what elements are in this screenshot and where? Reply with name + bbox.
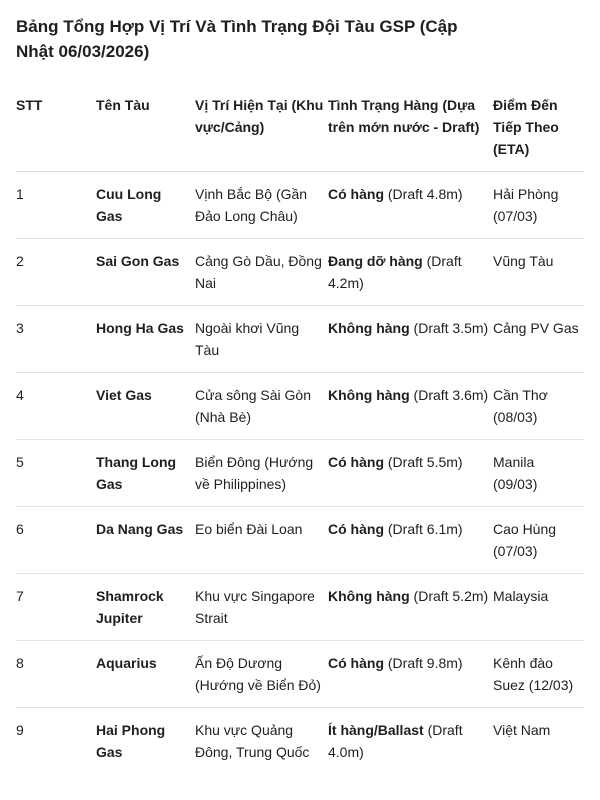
row-ship-name: Viet Gas — [96, 373, 195, 440]
cargo-draft: (Draft 4.2m) — [328, 253, 462, 291]
row-stt: 3 — [16, 306, 96, 373]
cargo-draft: (Draft 6.1m) — [384, 521, 463, 537]
cargo-draft: (Draft 9.8m) — [384, 655, 463, 671]
row-cargo-status — [328, 239, 493, 306]
row-ship-name: Da Nang Gas — [96, 507, 195, 574]
row-destination: Việt Nam — [493, 722, 551, 738]
row-cargo-status — [328, 641, 493, 708]
header-destination: Điểm Đến Tiếp Theo (ETA) — [493, 94, 584, 172]
row-cargo-status — [328, 708, 493, 775]
row-location: Khu vực Singapore Strait — [195, 574, 328, 641]
cargo-status-label: Ít hàng/Ballast — [328, 722, 424, 738]
row-ship-name: Cuu Long Gas — [96, 172, 195, 239]
row-ship-name: Hong Ha Gas — [96, 306, 195, 373]
row-destination: Kênh đào Suez (12/03) — [493, 641, 584, 708]
cargo-status-label: Có hàng — [328, 186, 384, 202]
cargo-draft: (Draft 4.8m) — [384, 186, 463, 202]
row-destination: Cảng PV Gas — [493, 306, 584, 373]
row-ship-name: Aquarius — [96, 641, 195, 708]
table-row — [16, 373, 584, 440]
table-row — [16, 440, 584, 507]
fleet-table — [16, 94, 584, 774]
row-cargo-status — [328, 373, 493, 440]
row-stt: 9 — [16, 722, 24, 738]
row-ship-name: Thang Long Gas — [96, 440, 195, 507]
row-location: Khu vực Quảng Đông, Trung Quốc — [195, 722, 310, 760]
row-destination: Cần Thơ (08/03) — [493, 373, 584, 440]
table-row — [16, 574, 584, 641]
row-destination: Cao Hùng (07/03) — [493, 507, 584, 574]
cargo-status-label: Có hàng — [328, 454, 384, 470]
row-destination: Hải Phòng (07/03) — [493, 172, 584, 239]
table-row — [16, 239, 584, 306]
page-title: Bảng Tổng Hợp Vị Trí Và Tình Trạng Đội Tàu GSP (Cập Nhật 06/03/2026) — [16, 17, 458, 61]
cargo-status-label: Đang dỡ hàng — [328, 253, 423, 269]
cargo-draft: (Draft 4.0m) — [328, 722, 463, 760]
cargo-draft: (Draft 3.6m) — [409, 387, 489, 403]
row-cargo-status — [328, 172, 493, 239]
row-stt: 4 — [16, 373, 96, 440]
table-row — [16, 507, 584, 574]
row-location: Vịnh Bắc Bộ (Gần Đảo Long Châu) — [195, 172, 328, 239]
row-ship-name: Shamrock Jupiter — [96, 574, 195, 641]
cargo-status-label: Không hàng — [328, 387, 410, 403]
row-stt: 6 — [16, 507, 96, 574]
cargo-status-label: Không hàng — [328, 320, 410, 336]
cargo-status-label: Có hàng — [328, 655, 384, 671]
row-stt: 5 — [16, 440, 96, 507]
row-destination: Manila (09/03) — [493, 440, 584, 507]
row-stt: 8 — [16, 641, 96, 708]
row-location: Cảng Gò Dầu, Đồng Nai — [195, 239, 328, 306]
header-ship-name: Tên Tàu — [96, 94, 195, 172]
cargo-status-label: Có hàng — [328, 521, 384, 537]
row-location: Ngoài khơi Vũng Tàu — [195, 306, 328, 373]
table-row — [16, 641, 584, 708]
row-location: Ấn Độ Dương (Hướng về Biển Đỏ) — [195, 641, 328, 708]
row-destination: Malaysia — [493, 574, 584, 641]
header-cargo-status: Tình Trạng Hàng (Dựa trên mớn nước - Draft) — [328, 94, 493, 172]
row-stt: 2 — [16, 239, 96, 306]
cargo-draft: (Draft 3.5m) — [409, 320, 489, 336]
row-destination: Vũng Tàu — [493, 239, 584, 306]
row-location: Biển Đông (Hướng về Philippines) — [195, 440, 328, 507]
row-location: Cửa sông Sài Gòn (Nhà Bè) — [195, 373, 328, 440]
table-row — [16, 708, 584, 775]
table-row — [16, 306, 584, 373]
row-cargo-status — [328, 306, 493, 373]
table-header-row — [16, 94, 584, 172]
row-cargo-status — [328, 574, 493, 641]
row-cargo-status — [328, 507, 493, 574]
row-ship-name: Sai Gon Gas — [96, 239, 195, 306]
header-location: Vị Trí Hiện Tại (Khu vực/Cảng) — [195, 94, 328, 172]
cargo-draft: (Draft 5.5m) — [384, 454, 463, 470]
row-cargo-status — [328, 440, 493, 507]
table-row — [16, 172, 584, 239]
row-ship-name: Hai Phong Gas — [96, 722, 166, 760]
row-location: Eo biển Đài Loan — [195, 507, 328, 574]
cargo-draft: (Draft 5.2m) — [409, 588, 489, 604]
cargo-status-label: Không hàng — [328, 588, 410, 604]
row-stt: 1 — [16, 172, 96, 239]
header-stt: STT — [16, 94, 96, 172]
row-stt: 7 — [16, 574, 96, 641]
